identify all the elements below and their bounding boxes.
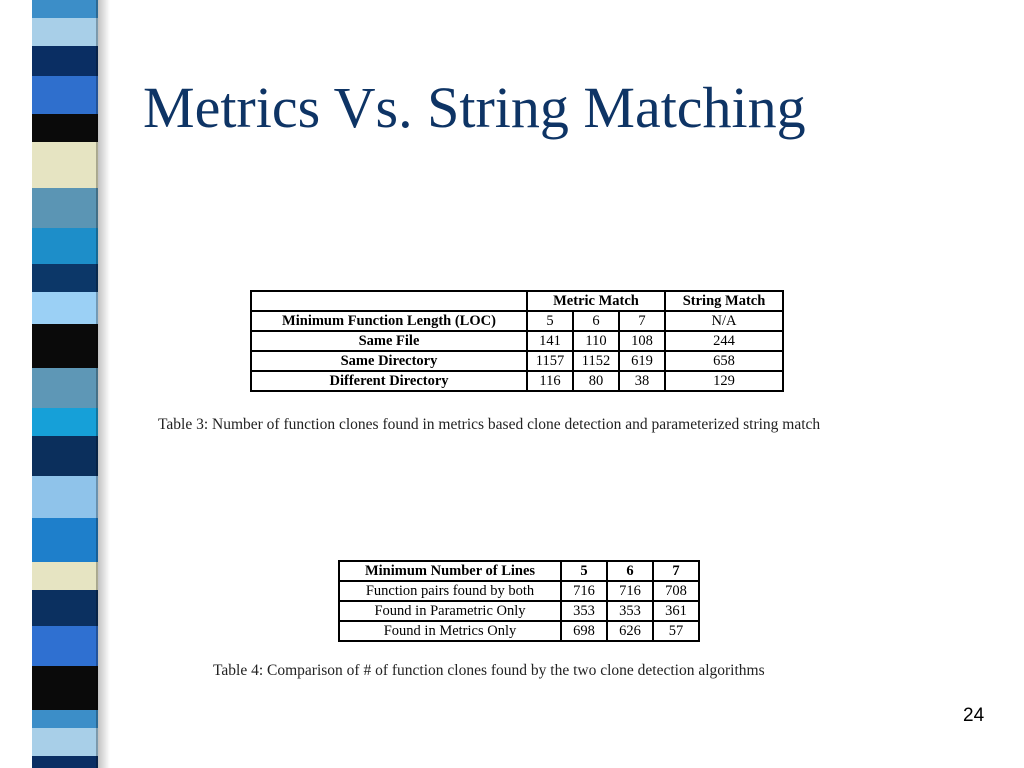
table-3-cell: 116: [527, 371, 573, 391]
table-4-row-label: Found in Parametric Only: [339, 601, 561, 621]
table-3-cell: 38: [619, 371, 665, 391]
stripe-band: [32, 476, 98, 518]
stripe-band: [32, 18, 98, 46]
table-3-cell: 129: [665, 371, 783, 391]
stripe-band: [32, 292, 98, 324]
stripe-band: [32, 368, 98, 408]
table-3-header-row: [251, 291, 783, 311]
table-4-cell: 698: [561, 621, 607, 641]
table-3-cell: 658: [665, 351, 783, 371]
table-3-header-blank: [251, 291, 527, 311]
table-3-cell: 1157: [527, 351, 573, 371]
table-4-header-row: [339, 561, 699, 581]
stripe-band: [32, 562, 98, 590]
table-3-header-metric-match: Metric Match: [527, 291, 665, 311]
stripe-band: [32, 710, 98, 728]
stripe-band: [32, 0, 98, 18]
table-row: [339, 581, 699, 601]
table-3-row-label: Same File: [251, 331, 527, 351]
table-3-cell: 141: [527, 331, 573, 351]
table-3-header-string-match: String Match: [665, 291, 783, 311]
stripe-band: [32, 666, 98, 710]
table-4-cell: 57: [653, 621, 699, 641]
table-3-cell: 5: [527, 311, 573, 331]
table-3-cell: N/A: [665, 311, 783, 331]
stripe-shadow: [96, 0, 110, 768]
table-3-cell: 7: [619, 311, 665, 331]
table-3-cell: 1152: [573, 351, 619, 371]
table-3-row-label: Different Directory: [251, 371, 527, 391]
table-3-cell: 6: [573, 311, 619, 331]
table-4-row-label: Function pairs found by both: [339, 581, 561, 601]
stripe-band: [32, 46, 98, 76]
table-row: [339, 601, 699, 621]
table-row: [251, 351, 783, 371]
table-row: [251, 331, 783, 351]
stripe-band: [32, 324, 98, 368]
stripe-band: [32, 76, 98, 114]
table-3-cell: 80: [573, 371, 619, 391]
table-3-row-label: Minimum Function Length (LOC): [251, 311, 527, 331]
table-3-caption: Table 3: Number of function clones found in metrics based clone detection and parameterized string match: [158, 416, 821, 433]
table-4-cell: 353: [561, 601, 607, 621]
decorative-stripe-strip: [32, 0, 98, 768]
stripe-band: [32, 590, 98, 626]
table-row: [251, 311, 783, 331]
table-3-cell: 619: [619, 351, 665, 371]
table-4-cell: 716: [561, 581, 607, 601]
stripe-band: [32, 626, 98, 666]
stripe-band: [32, 264, 98, 292]
table-4-cell: 626: [607, 621, 653, 641]
table-4-row-label: Found in Metrics Only: [339, 621, 561, 641]
stripe-band: [32, 228, 98, 264]
table-4-cell: 716: [607, 581, 653, 601]
table-4-header-cell: 5: [561, 561, 607, 581]
table-4-cell: 361: [653, 601, 699, 621]
stripe-band: [32, 756, 98, 768]
table-4: [338, 560, 700, 642]
table-row: [251, 371, 783, 391]
stripe-band: [32, 188, 98, 228]
table-4-caption: Table 4: Comparison of # of function clones found by the two clone detection algorithms: [213, 662, 765, 679]
table-4-cell: 708: [653, 581, 699, 601]
table-3-row-label: Same Directory: [251, 351, 527, 371]
stripe-band: [32, 436, 98, 476]
page-number: 24: [963, 705, 985, 726]
stripe-band: [32, 408, 98, 436]
table-3: [250, 290, 784, 392]
stripe-band: [32, 728, 98, 756]
table-3-cell: 110: [573, 331, 619, 351]
slide-title: Metrics Vs. String Matching: [143, 75, 806, 140]
table-4-header-cell: 6: [607, 561, 653, 581]
table-4-cell: 353: [607, 601, 653, 621]
table-4-header-cell: 7: [653, 561, 699, 581]
table-row: [339, 621, 699, 641]
table-4-header-label: Minimum Number of Lines: [339, 561, 561, 581]
table-3-cell: 108: [619, 331, 665, 351]
stripe-band: [32, 114, 98, 142]
stripe-band: [32, 518, 98, 562]
stripe-band: [32, 142, 98, 188]
table-3-cell: 244: [665, 331, 783, 351]
